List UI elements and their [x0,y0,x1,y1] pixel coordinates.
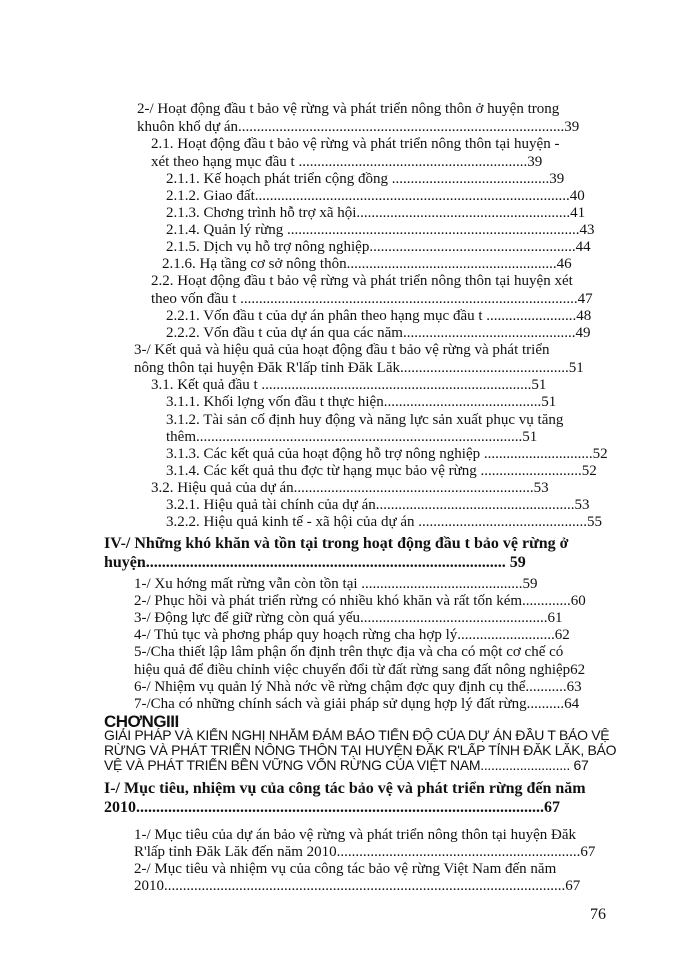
toc-entry: 5-/Cha thiết lập lâm phận ổn định trên thực địa và cha có một cơ chế có [134,644,564,660]
toc-entry: 2010...........................................................................................................67 [134,878,581,894]
toc-entry: 2.1.6. Hạ tầng cơ sở nông thôn........................................................46 [162,256,572,272]
chapter-title: CHƠNGIII [104,712,179,731]
toc-entry: 3.1. Kết quả đầu t ........................................................................51 [151,377,547,393]
chapter-subtitle-line: VỆ VÀ PHÁT TRIỂN BỀN VỮNG VỐN RỪNG CỦA VIỆT NAM......................... 67 [104,758,589,773]
toc-entry: 2.2. Hoạt động đầu t bảo vệ rừng và phát triển nông thôn tại huyện xét [151,273,573,289]
toc-entry: thêm.......................................................................................51 [166,429,538,445]
toc-entry: 2.1.2. Giao đất....................................................................................40 [166,188,585,204]
toc-entry: 2.1.1. Kế hoạch phát triển cộng đồng ..........................................39 [166,171,565,187]
toc-entry: 2.1. Hoạt động đầu t bảo vệ rừng và phát triển nông thôn tại huyện - [151,136,560,152]
toc-entry: theo vốn đầu t ..........................................................................................47 [151,291,593,307]
section-heading: huyện.......................................................................................... 59 [104,554,526,571]
toc-entry: 2-/ Phục hồi và phát triển rừng có nhiều khó khăn và rất tốn kém.............60 [134,593,586,609]
toc-entry: hiệu quả để điều chỉnh việc chuyển đổi từ đất rừng sang đất nông nghiệp62 [134,662,586,678]
toc-entry: 2.2.2. Vốn đầu t của dự án qua các năm..............................................49 [166,325,591,341]
toc-entry: 4-/ Thủ tục và phơng pháp quy hoạch rừng cha hợp lý..........................62 [134,627,570,643]
toc-entry: 3.1.3. Các kết quả của hoạt động hỗ trợ nông nghiệp .............................52 [166,446,608,462]
toc-entry: 3.1.4. Các kết quả thu đợc từ hạng mục bảo vệ rừng ...........................52 [166,463,597,479]
toc-entry: 3.2.1. Hiệu quả tài chính của dự án.....................................................53 [166,497,590,513]
toc-entry: 3.2.2. Hiệu quả kinh tế - xã hội của dự án .............................................55 [166,514,602,530]
toc-entry: 2.1.4. Quản lý rừng ..............................................................................43 [166,222,595,238]
toc-entry: R'lấp tỉnh Đăk Lăk đến năm 2010.................................................................67 [134,844,596,860]
toc-entry: 3.1.2. Tài sản cố định huy động và năng lực sản xuất phục vụ tăng [166,412,564,428]
toc-entry: 2.1.5. Dịch vụ hỗ trợ nông nghiệp.......................................................44 [166,239,591,255]
toc-entry: 1-/ Mục tiêu của dự án bảo vệ rừng và phát triển nông thôn tại huyện Đăk [134,827,576,843]
toc-entry: 2.1.3. Chơng trình hỗ trợ xã hội.........................................................41 [166,205,586,221]
toc-entry: khuôn khổ dự án.......................................................................................39 [137,119,580,135]
section-heading: 2010......................................................................................................67 [104,799,560,816]
section-heading: I-/ Mục tiêu, nhiệm vụ của công tác bảo vệ và phát triển rừng đến năm [104,780,586,797]
page-number: 76 [590,906,606,923]
toc-entry: nông thôn tại huyện Đăk R'lấp tỉnh Đăk Lăk.............................................51 [134,360,584,376]
toc-entry: 7-/Cha có những chính sách và giải pháp sử dụng hợp lý đất rừng..........64 [134,696,580,712]
toc-entry: 2-/ Hoạt động đầu t bảo vệ rừng và phát triển nông thôn ở huyện trong [137,101,560,117]
toc-entry: 1-/ Xu hớng mất rừng vẫn còn tồn tại ...........................................59 [134,576,538,592]
toc-entry: 6-/ Nhiệm vụ quản lý Nhà nớc về rừng chậm đợc quy định cụ thể...........63 [134,679,582,695]
toc-entry: xét theo hạng mục đầu t .............................................................39 [151,154,543,170]
toc-entry: 3-/ Động lực để giữ rừng còn quá yếu..................................................61 [134,610,563,626]
toc-entry: 2-/ Mục tiêu và nhiệm vụ của công tác bảo vệ rừng Việt Nam đến năm [134,861,557,877]
chapter-subtitle-line: GIẢI PHÁP VÀ KIẾN NGHỊ NHẰM ĐẢM BẢO TIẾN ĐỘ CỦA DỰ ÁN ĐẦU T BẢO VỆ [104,728,610,743]
toc-entry: 3.1.1. Khối lợng vốn đầu t thực hiện..........................................51 [166,394,557,410]
toc-entry: 3.2. Hiệu quả của dự án................................................................53 [151,480,549,496]
section-heading: IV-/ Những khó khăn và tồn tại trong hoạt động đầu t bảo vệ rừng ở [104,535,569,552]
toc-entry: 2.2.1. Vốn đầu t của dự án phân theo hạng mục đầu t ........................48 [166,308,592,324]
toc-entry: 3-/ Kết quả và hiệu quả của hoạt động đầu t bảo vệ rừng và phát triển [134,342,550,358]
chapter-subtitle-line: RỪNG VÀ PHÁT TRIỂN NÔNG THÔN TẠI HUYỆN ĐĂK R'LẤP TỈNH ĐĂK LĂK, BẢO [104,743,616,758]
